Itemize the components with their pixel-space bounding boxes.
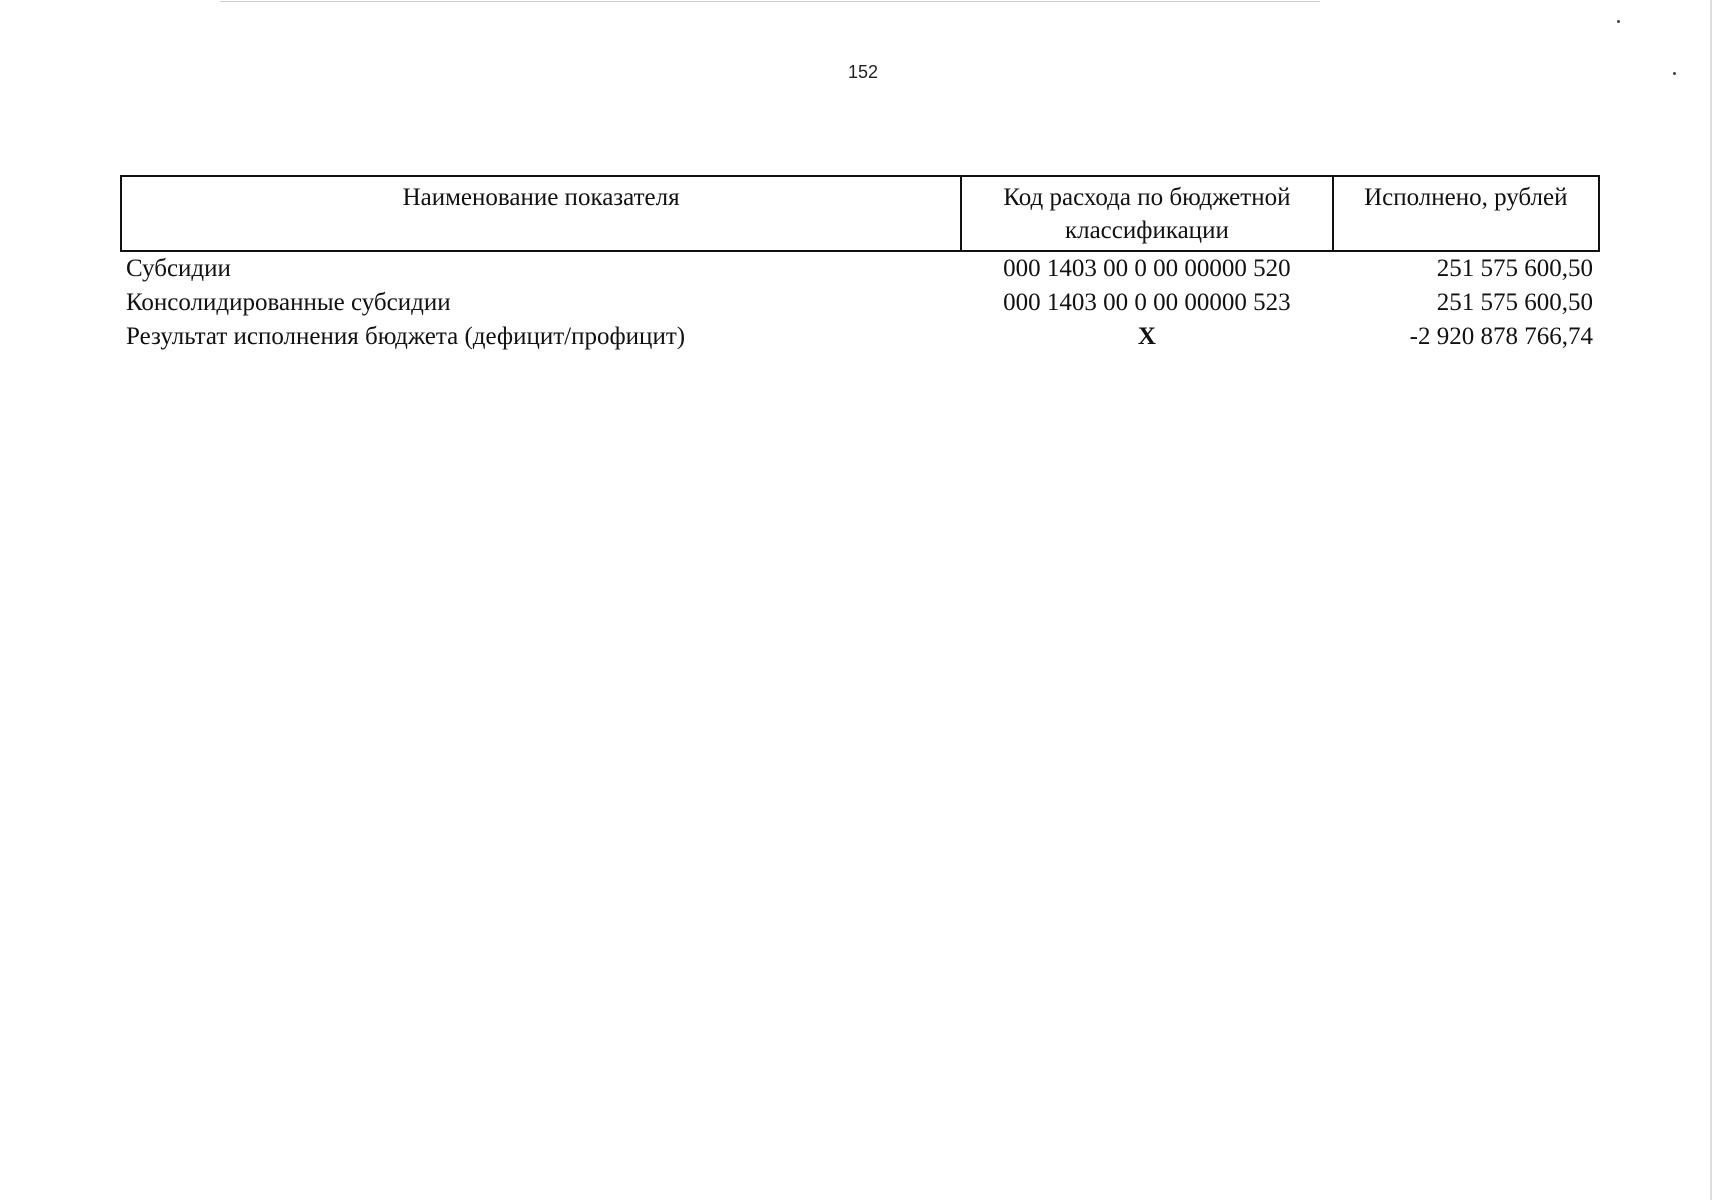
row-indicator-name: Результат исполнения бюджета (дефицит/профицит) [126, 323, 686, 350]
table-row [121, 286, 1599, 320]
table-row [121, 251, 1599, 286]
header-executed-amount: Исполнено, рублей [1333, 176, 1599, 251]
row-expense-code: X [1137, 323, 1156, 350]
scan-speck [1617, 20, 1620, 23]
budget-execution-table [120, 175, 1600, 354]
row-indicator-name: Консолидированные субсидии [126, 289, 451, 316]
row-indicator-name: Субсидии [126, 255, 231, 282]
table-row [121, 320, 1599, 354]
scan-top-rule [220, 1, 1320, 2]
row-expense-code: 000 1403 00 0 00 00000 523 [1003, 289, 1291, 316]
row-executed-amount: -2 920 878 766,74 [1409, 323, 1593, 350]
table-header-row [121, 176, 1599, 251]
page-number: 152 [847, 62, 879, 82]
row-executed-amount: 251 575 600,50 [1436, 255, 1593, 282]
header-expense-code: Код расхода по бюджетной классификации [961, 176, 1332, 251]
row-executed-amount: 251 575 600,50 [1436, 289, 1593, 316]
row-expense-code: 000 1403 00 0 00 00000 520 [1003, 255, 1291, 282]
header-indicator-name: Наименование показателя [121, 176, 961, 251]
